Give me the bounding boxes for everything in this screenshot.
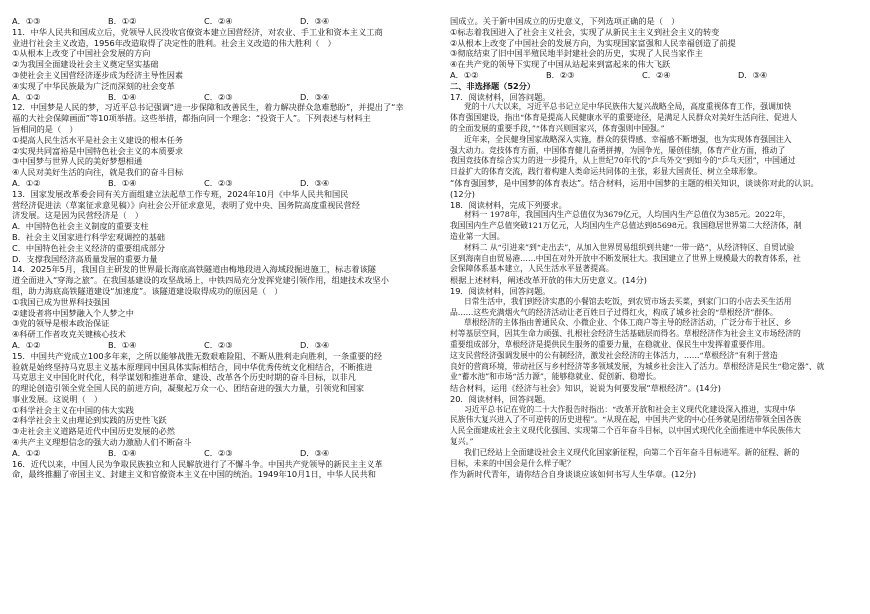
text-line: 20．阅读材料，回答问题。: [450, 393, 551, 404]
text-line: 结合材料，运用《经济与社会》知识，说说为何要发展“草根经济”。(14分): [450, 383, 721, 394]
text-line: ③彻底结束了旧中国半殖民地半封建社会的历史，实现了人民当家作主: [450, 48, 703, 59]
text-line: 习近平总书记在党的二十大作报告时指出：“改革开放和社会主义现代化建设深入推进，实现中华: [464, 404, 796, 414]
answer-option: D．③④: [300, 91, 330, 102]
text-line: ①提高人民生活水平是社会主义建设的根本任务: [12, 134, 184, 145]
answer-option: A．①②: [12, 339, 41, 350]
text-line: 品……这些充满烟火气的经济活动让老百姓日子过得红火，构成了城乡社会的“草根经济”群体。: [450, 307, 778, 317]
text-line: 业“蓄水池”和市场“活力源”，能够稳就业、促创新、稳增长。: [450, 372, 661, 382]
section-heading: 二、非选择题（52分）: [450, 80, 536, 91]
answer-option: C．②④: [204, 16, 233, 26]
answer-option: D．③④: [300, 16, 330, 26]
text-line: 材料一 1978年，我国国内生产总值仅为3679亿元，人均国内生产总值仅为385元。2022年，: [464, 210, 791, 220]
text-line: ③走社会主义道路是近代中国历史发展的必然: [12, 426, 175, 437]
text-line: ①我国已成为世界科技强国: [12, 296, 110, 307]
text-line: ③中国梦与世界人民的美好梦想相通: [12, 156, 143, 167]
answer-option: A．①②: [12, 177, 41, 188]
text-line: ②建设者将中国梦融入个人梦之中: [12, 307, 134, 318]
answer-option: C．②③: [204, 339, 233, 350]
text-line: ②为我国全面建设社会主义奠定坚实基础: [12, 59, 159, 70]
text-line: ②实现共同富裕是中国特色社会主义的本质要求: [12, 145, 184, 156]
left-column: [12, 16, 426, 480]
text-line: 的全面发展的重要手段，”“体育兴则国家兴，体育强则中国强。”: [450, 123, 665, 133]
text-line: 马克思主义中国化时代化，科学谋划和推进革命、建设、改革各个历史时期的奋斗目标，以非凡: [12, 372, 356, 383]
right-column: [450, 16, 864, 480]
answer-option: C．②③: [204, 447, 233, 458]
answer-options: [12, 178, 426, 189]
answer-option: B．①②: [108, 16, 137, 26]
answer-option: D．③④: [300, 447, 330, 458]
text-line: 区到海南自由贸易港……中国在对外开放中不断发展壮大。我国建立了世界上规模最大的教育体系，社: [450, 253, 801, 263]
text-line: 旨相同的是（ ）: [12, 123, 78, 134]
answer-options: [12, 16, 426, 27]
answer-option: C．②③: [204, 91, 233, 102]
text-line: 良好的营商环境，带动社区与乡村经济等多领域发展，为城乡社会注入了活力。草根经济是民生“稳定器”、就: [450, 361, 825, 371]
text-line: B．社会主义国家进行科学宏观调控的基础: [12, 231, 165, 242]
answer-option: C．②④: [642, 69, 671, 80]
answer-option: B．①④: [108, 91, 137, 102]
text-line: ③使社会主义国营经济逐步成为经济主导性因素: [12, 69, 184, 80]
text-line: 命，最终推翻了帝国主义、封建主义和官僚资本主义在中国的统治。1949年10月1日，中华人民共和: [12, 469, 376, 480]
answer-options: [12, 448, 426, 459]
text-line: 19．阅读材料，回答问题。: [450, 285, 551, 296]
text-line: 营经济促进法（草案征求意见稿）》向社会公开征求意见，表明了党中央、国务院高度重视民营经: [12, 199, 360, 210]
text-line: 体育强国建设，指出“体育是提高人民健康水平的重要途径，是满足人民群众对美好生活向往、促进人: [450, 113, 798, 123]
text-line: 根据上述材料，阐述改革开放的伟大历史意义。(14分): [450, 275, 647, 286]
text-line: ④科研工作者攻克关键核心技术: [12, 329, 126, 340]
text-line: ④在共产党的领导下实现了中国从站起来到富起来的伟大飞跃: [450, 59, 671, 70]
text-line: 材料二 从“引进来”到“走出去”，从加入世界贸易组织到共建“一带一路”，从经济特区、自贸试验: [464, 242, 795, 252]
text-line: ③党的领导是根本政治保证: [12, 318, 110, 329]
answer-option: B．②③: [546, 69, 575, 80]
text-line: ①标志着我国进入了社会主义社会，实现了从新民主主义到社会主义的转变: [450, 26, 720, 37]
text-line: ④实现了中华民族最为广泛而深刻的社会变革: [12, 80, 175, 91]
text-line: ②科学社会主义由理论到实践的历史性飞跃: [12, 415, 167, 426]
answer-option: B．①④: [108, 177, 137, 188]
text-line: 事业发展。这说明（ ）: [12, 393, 103, 404]
text-line: ①从根本上改变了中国社会发展的方向: [12, 48, 151, 59]
answer-option: D．③④: [738, 69, 768, 80]
answer-option: D．③④: [300, 339, 330, 350]
text-line: 16．近代以来，中国人民为争取民族独立和人民解放进行了不懈斗争。中国共产党领导的新民主主义革: [12, 458, 383, 469]
text-line: 作为新时代青年，请你结合自身谈谈应该如何书写人生华章。(12分): [450, 469, 697, 480]
answer-options: [450, 70, 864, 81]
text-line: 造业第一大国。: [450, 231, 505, 241]
text-line: 复兴。”: [450, 437, 474, 447]
text-line: 村等基层空间，因其生命力顽强、扎根社会经济生活基础层而得名。草根经济作为社会主义市场经济的: [450, 329, 801, 339]
text-line: 重要组成部分，草根经济是提供民生服务的重要力量，在稳就业、保民生中发挥着重要作用。: [450, 339, 770, 349]
text-line: 日益扩大的体育交流，践行着构建人类命运共同体的主张，彩显大国责任、树立全球形象。: [450, 167, 762, 177]
answer-option: A．①②: [12, 91, 41, 102]
text-line: 目标，未来的中国会是什么样子呢？: [450, 458, 575, 468]
text-line: 国成立。关于新中国成立的历史意义，下列选项正确的是（ ）: [450, 16, 680, 26]
text-line: 12．中国梦是人民的梦，习近平总书记强调“进一步保障和改善民生，着力解决群众急难愁盼”，并提出了“幸: [12, 102, 404, 113]
answer-option: A．①②: [12, 447, 41, 458]
text-line: 我国国内生产总值突破121万亿元，人均国内生产总值达到85698元。我国稳居世界第二大经济体，制: [450, 221, 802, 231]
text-line: 人民全面建成社会主义现代化强国、实现第二个百年奋斗目标，以中国式现代化全面推进中华民族伟大: [450, 426, 801, 436]
text-line: 党的十八大以来，习近平总书记立足中华民族伟大复兴战略全局，高度重视体育工作，强调加快: [464, 102, 792, 112]
text-line: 济发展。这是因为民营经济是（ ）: [12, 210, 144, 221]
text-line: 我们已经站上全面建设社会主义现代化国家新征程，向第二个百年奋斗目标进军。新的征程、新的: [464, 447, 800, 457]
answer-option: C．②③: [204, 177, 233, 188]
text-line: 13．国家发展改革委会同有关方面组建立法起草工作专班，2024年10月《中华人民共和国民: [12, 188, 349, 199]
text-line: C．中国特色社会主义经济的重要组成部分: [12, 242, 166, 253]
text-line: 14．2025年5月，我国自主研发的世界最长海底高铁隧道由梅地段进入海域段掘进施工，标志着该隧: [12, 264, 376, 275]
text-line: 草根经济的主体指由普通民众、小微企业、个体工商户等主导的经济活动，广泛分布于社区、乡: [464, 318, 792, 328]
answer-option: B．①④: [108, 339, 137, 350]
answer-option: D．③④: [300, 177, 330, 188]
text-line: 会保障体系基本建立，人民生活水平显著提高。: [450, 264, 614, 274]
text-line: ④共产主义理想信念的强大动力激励人们不断奋斗: [12, 437, 192, 448]
text-line: 这支民营经济强调发展中的公有制经济，激发社会经济的主体活力，……“草根经济”有利于营造: [450, 350, 778, 360]
answer-option: A．①③: [12, 16, 41, 26]
text-line: 18．阅读材料，完成下列要求。: [450, 199, 567, 210]
text-line: 验就是始终坚持马克思主义基本原理同中国具体实际相结合，同中华优秀传统文化相结合，不断推进: [12, 361, 373, 372]
text-line: ②从根本上改变了中国社会的发展方向，为实现国家富强和人民幸福创造了前提: [450, 37, 736, 48]
text-line: 福的大社会保障画面”等10项举措。这些举措，都指向同一个理念：“投资于人”。下列表述与材料主: [12, 113, 371, 124]
text-line: 的理论创造引领全党全国人民的前进方向，凝聚起万众一心、团结奋进的强大力量，引领党和国家: [12, 383, 365, 394]
text-line: 道全面进入“穿海之旅”。在我国基建设的攻坚战场上，中铁四局充分发挥党建引领作用，组建技术攻坚小: [12, 275, 389, 286]
answer-option: B．①④: [108, 447, 137, 458]
text-line: (12分): [450, 188, 475, 199]
text-line: 日常生活中，我们到经济实惠的小餐馆去吃饭，到农贸市场去买菜，到家门口的小店去买生活用: [464, 296, 792, 306]
text-line: 组，助力海底高铁隧道建设“加速度”。该隧道建设取得成功的原因是（ ）: [12, 285, 283, 296]
text-line: D．支撑我国经济高质量发展的重要力量: [12, 253, 158, 264]
answer-options: [12, 340, 426, 351]
text-line: 民族伟大复兴进入了不可逆转的历史进程”。“从现在起，中国共产党的中心任务就是团结带领全国各族: [450, 415, 802, 425]
text-line: 11．中华人民共和国成立后，党领导人民没收官僚资本建立国营经济，对农业、手工业和资本主义工商: [12, 26, 383, 37]
text-line: 15．中国共产党成立100多年来，之所以能够战胜无数艰难险阻、不断从胜利走向胜利，一条重要的经: [12, 350, 382, 361]
text-line: 近年来，全民健身国家战略深入实施，群众的获得感、幸福感不断增强，也为实现体育强国注入: [464, 134, 792, 144]
text-line: A．中国特色社会主义制度的重要支柱: [12, 221, 149, 232]
text-line: 强大动力。竞技体育方面，中国体育健儿奋勇拼搏，为国争光，屡创佳绩，体育产业方面，推动了: [450, 145, 786, 155]
text-line: ①科学社会主义在中国的伟大实践: [12, 404, 134, 415]
text-line: 17．阅读材料，回答问题。: [450, 91, 551, 102]
text-line: “体育强国梦，是中国梦的体育表达”。结合材料，运用中国梦的主题的相关知识，谈谈你对此的认识。: [450, 177, 819, 188]
text-line: ④人民对美好生活的向往，就是我们的奋斗目标: [12, 167, 184, 178]
answer-options: [12, 92, 426, 103]
text-line: 业进行社会主义改造，1956年改造取得了决定性的胜利。社会主义改造的伟大胜利（ ）: [12, 37, 336, 48]
text-line: 我国竞技体育综合实力的进一步提升，从上世纪70年代的“乒乓外交”到如今的“乒乓天团”，中国通过: [450, 156, 796, 166]
answer-option: A．①②: [450, 69, 479, 80]
